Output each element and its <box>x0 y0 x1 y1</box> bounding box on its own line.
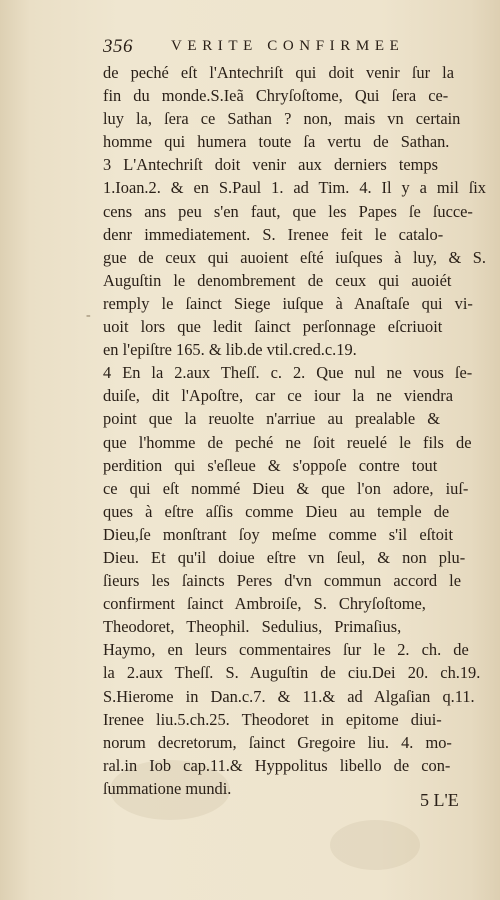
text-line: 1.Ioan.2. & en S.Paul 1. ad Tim. 4. Il y a mil ſix <box>103 178 486 198</box>
text-line: remply le ſainct Siege iuſque à Anaſtaſe qui vi- <box>103 293 473 313</box>
text-line: Irenee liu.5.ch.25. Theodoret in epitome diui- <box>103 709 442 729</box>
text-line: point que la reuolte n'arriue au prealable & <box>103 409 441 429</box>
running-title: VERITE CONFIRMEE <box>171 38 405 54</box>
text-line: cens ans peu s'en faut, que les Papes ſe ſucce- <box>103 201 473 221</box>
text-line: ral.in Iob cap.11.& Hyppolitus libello de con- <box>103 755 451 775</box>
page-number: 356 <box>103 36 133 57</box>
text-line: confirment ſainct Ambroiſe, S. Chryſoſtome, <box>103 594 426 614</box>
paper-stain <box>330 820 420 870</box>
margin-mark: - <box>86 308 91 323</box>
text-line: Haymo, en leurs commentaires ſur le 2. ch. de <box>103 640 469 660</box>
text-line: ſieurs les ſaincts Peres d'vn commun accord le <box>103 571 461 591</box>
text-line: Theodoret, Theophil. Sedulius, Primaſius, <box>103 617 402 637</box>
text-line: ques à eſtre aſſis comme Dieu au temple de <box>103 501 450 521</box>
text-line: duiſe, dit l'Apoſtre, car ce iour la ne viendra <box>103 386 454 406</box>
text-line: 3 L'Antechriſt doit venir aux derniers temps <box>103 155 438 175</box>
text-line: que l'homme de peché ne ſoit reuelé le fils de <box>103 432 472 452</box>
text-line: denr immediatement. S. Irenee feit le catalo- <box>103 224 444 244</box>
text-line: ce qui eſt nommé Dieu & que l'on adore, iuſ- <box>103 478 469 498</box>
text-line: 4 En la 2.aux Theſſ. c. 2. Que nul ne vous ſe- <box>103 363 473 383</box>
text-line: ſummatione mundi. <box>103 778 232 798</box>
text-line: Dieu,ſe monſtrant ſoy meſme comme s'il eſtoit <box>103 524 454 544</box>
text-line: la 2.aux Theſſ. S. Auguſtin de ciu.Dei 20. ch.19. <box>103 663 481 683</box>
text-line: gue de ceux qui auoient eſté iuſques à luy, & S. <box>103 247 486 267</box>
page-header <box>103 34 493 60</box>
text-line: fin du monde.S.Ieã Chryſoſtome, Qui ſera ce- <box>103 86 449 106</box>
text-line: en l'epiſtre 165. & lib.de vtil.cred.c.19. <box>103 340 357 360</box>
text-line: luy la, ſera ce Sathan ? non, mais vn certain <box>103 109 461 129</box>
text-line: de peché eſt l'Antechriſt qui doit venir ſur la <box>103 63 454 82</box>
text-line: norum decretorum, ſainct Gregoire liu. 4. mo- <box>103 732 452 752</box>
catchword: 5 L'E <box>420 790 459 810</box>
text-line: Dieu. Et qu'il doiue eſtre vn ſeul, & non plu- <box>103 547 466 567</box>
text-line: Auguſtin le denombrement de ceux qui auoiét <box>103 270 452 290</box>
text-line: perdition qui s'eſleue & s'oppoſe contre tout <box>103 455 438 475</box>
body-text <box>103 61 486 800</box>
text-line: uoit lors que ledit ſainct perſonnage eſcriuoit <box>103 317 443 337</box>
text-line: S.Hierome in Dan.c.7. & 11.& ad Algaſian q.11. <box>103 686 475 706</box>
text-line: homme qui humera toute ſa vertu de Sathan. <box>103 132 450 152</box>
